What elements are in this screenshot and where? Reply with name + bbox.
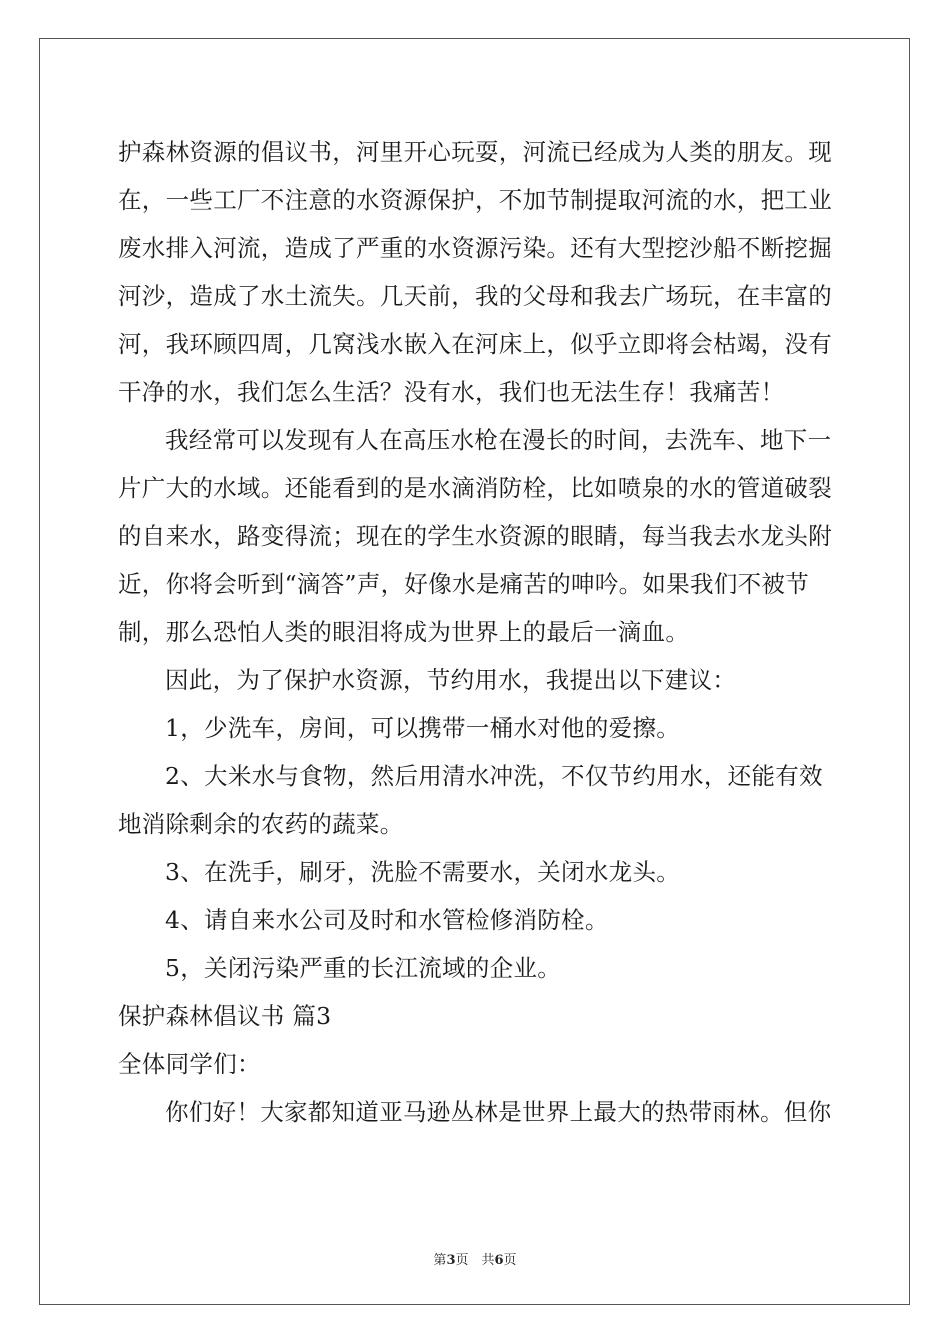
text-line: 片广大的水域。还能看到的是水滴消防栓，比如喷泉的水的管道破裂 [118,474,832,502]
suggestion-item-1: 1，少洗车，房间，可以携带一桶水对他的爱擦。 [165,714,681,742]
text-line: 河，我环顾四周，几窝浅水嵌入在河床上，似乎立即将会枯竭，没有 [118,330,832,358]
suggestion-item-2: 2、大米水与食物，然后用清水冲洗，不仅节约用水，还能有效 [165,762,823,790]
page-mid: 页 共 [455,1253,495,1268]
salutation: 全体同学们： [118,1050,261,1078]
paragraph-start-line: 我经常可以发现有人在高压水枪在漫长的时间，去洗车、地下一 [165,426,832,454]
text-line: 废水排入河流，造成了严重的水资源污染。还有大型挖沙船不断挖掘 [118,234,832,262]
suggestion-item-3: 3、在洗手，刷牙，洗脸不需要水，关闭水龙头。 [165,858,681,886]
page-prefix: 第 [433,1253,447,1268]
paragraph-start-line: 你们好！大家都知道亚马逊丛林是世界上最大的热带雨林。但你 [165,1098,832,1126]
suggestion-item-4: 4、请自来水公司及时和水管检修消防栓。 [165,906,609,934]
document-body [118,128,833,1136]
text-line: 护森林资源的倡议书，河里开心玩耍，河流已经成为人类的朋友。现 [118,138,832,166]
text-line: 河沙，造成了水土流失。几天前，我的父母和我去广场玩，在丰富的 [118,282,832,310]
text-line: 干净的水，我们怎么生活？没有水，我们也无法生存！我痛苦！ [118,378,785,406]
page-total-number: 6 [494,1253,504,1268]
section-heading: 保护森林倡议书 篇3 [118,1002,332,1030]
page-suffix: 页 [503,1253,517,1268]
text-line: 在，一些工厂不注意的水资源保护，不加节制提取河流的水，把工业 [118,186,832,214]
text-line: 地消除剩余的农药的蔬菜。 [118,810,404,838]
page-footer [0,1249,950,1268]
text-line: 近，你将会听到“滴答”声，好像水是痛苦的呻吟。如果我们不被节 [118,570,810,598]
page-current-number: 3 [446,1253,456,1268]
suggestion-item-5: 5，关闭污染严重的长江流域的企业。 [165,954,562,982]
text-line: 的自来水，路变得流；现在的学生水资源的眼睛，每当我去水龙头附 [118,522,832,550]
text-line: 制，那么恐怕人类的眼泪将成为世界上的最后一滴血。 [118,618,690,646]
paragraph-start-line: 因此，为了保护水资源，节约用水，我提出以下建议： [165,666,737,694]
